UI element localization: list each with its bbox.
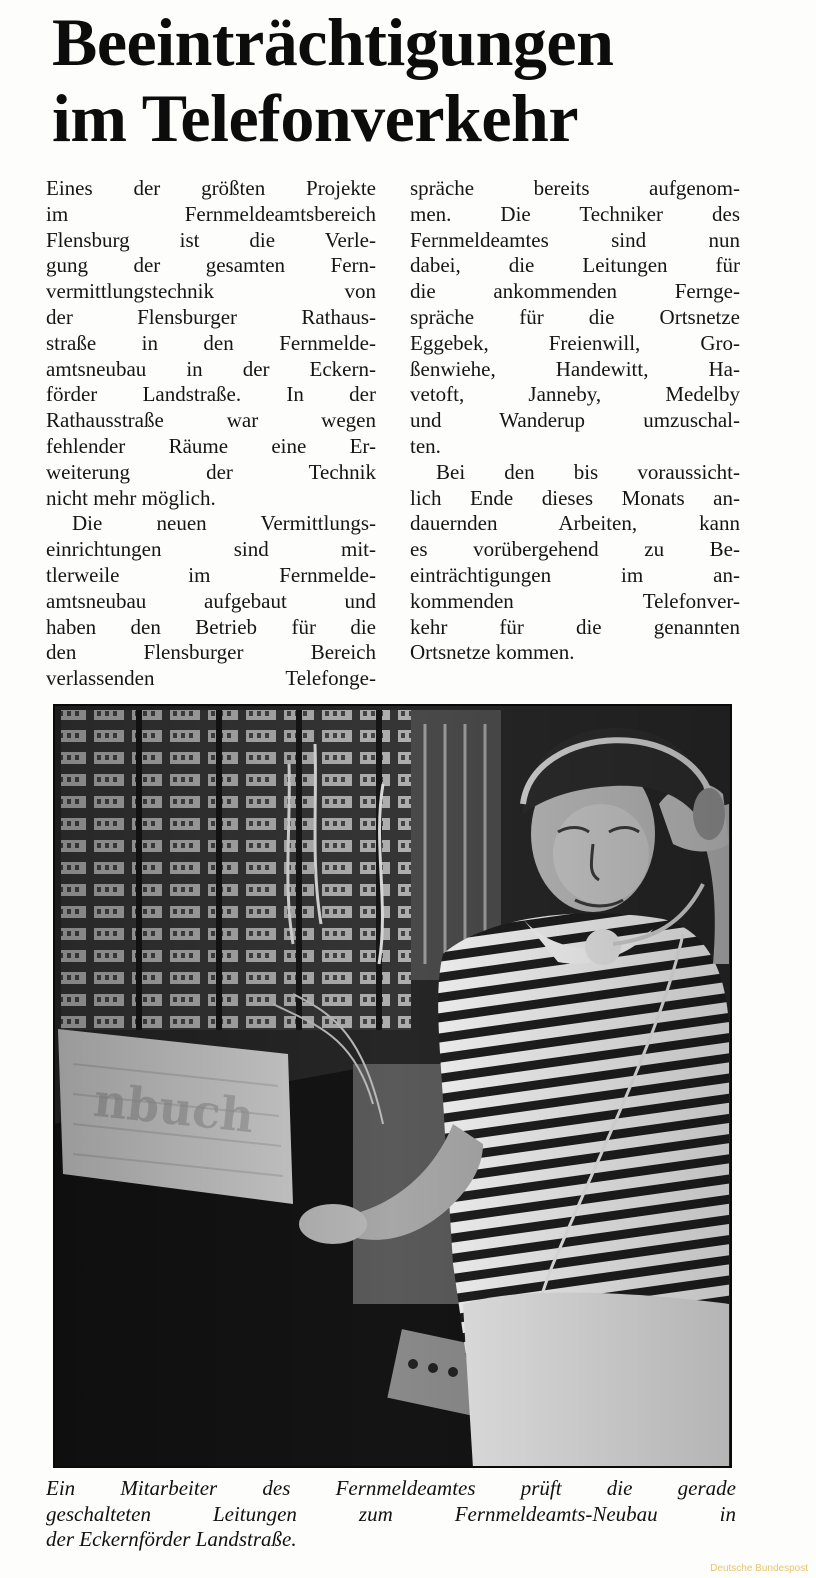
text-line: der Flensburger Rathaus- [46, 304, 376, 329]
text-line: Eines der größten Projekte [46, 176, 376, 200]
text-line: ten. [410, 433, 441, 458]
text-line: spräche bereits aufgenom- [410, 176, 740, 200]
text-line: dabei, die Leitungen für [410, 253, 740, 278]
text-line: weiterung der Technik [46, 459, 376, 484]
text-line: vermittlungstechnik von [46, 279, 376, 304]
text-line: Rathausstraße war wegen [46, 408, 376, 433]
photo-technician-switchboard [53, 704, 732, 1468]
text-line: verlassenden Telefonge- [46, 666, 376, 691]
text-line: Fernmeldeamtes sind nun [410, 227, 740, 252]
text-line: amtsneubau aufgebaut und [46, 588, 376, 613]
text-line: vetoft, Janneby, Medelby [410, 382, 740, 407]
watermark: Deutsche Bundespost [710, 1563, 808, 1574]
text-line: einträchtigungen im an- [410, 562, 740, 587]
headline [52, 4, 772, 156]
text-line: ßenwiehe, Handewitt, Ha- [410, 356, 740, 381]
text-line: und Wanderup umzuschal- [410, 408, 740, 433]
text-line: tlerweile im Fernmelde- [46, 562, 376, 587]
text-line: fehlender Räume eine Er- [46, 433, 376, 458]
text-line: haben den Betrieb für die [46, 614, 376, 639]
text-line: Flensburg ist die Verle- [46, 227, 376, 252]
text-line: gung der gesamten Fern- [46, 253, 376, 278]
headline-line: im Telefonverkehr [52, 80, 579, 156]
text-line: lich Ende dieses Monats an- [410, 485, 740, 510]
text-line: nicht mehr möglich. [46, 485, 216, 510]
text-line: es vorübergehend zu Be- [410, 537, 740, 562]
text-line: straße in den Fernmelde- [46, 330, 376, 355]
caption-line: geschalteten Leitungen zum Fernmeldeamts-Neubau in [46, 1501, 736, 1526]
text-line: Eggebek, Freienwill, Gro- [410, 330, 740, 355]
text-line: men. Die Techniker des [410, 201, 740, 226]
headline-line: Beeinträchtigungen [52, 4, 614, 80]
text-line: Ortsnetze kommen. [410, 640, 575, 665]
article-column-right [410, 176, 740, 666]
text-line: amtsneubau in der Eckern- [46, 356, 376, 381]
text-line: kehr für die genannten [410, 614, 740, 639]
text-line: Bei den bis voraussicht- [436, 459, 740, 484]
text-line: im Fernmeldeamtsbereich [46, 201, 376, 226]
text-line: den Flensburger Bereich [46, 640, 376, 665]
caption-line: Ein Mitarbeiter des Fernmeldeamtes prüft die gerade [46, 1476, 736, 1500]
text-line: dauernden Arbeiten, kann [410, 511, 740, 536]
photo-caption [46, 1476, 736, 1553]
text-line: die ankommenden Fernge- [410, 279, 740, 304]
text-line: Die neuen Vermittlungs- [72, 511, 376, 536]
text-line: einrichtungen sind mit- [46, 537, 376, 562]
caption-line: der Eckernförder Landstraße. [46, 1527, 297, 1551]
article-column-left [46, 176, 376, 692]
text-line: kommenden Telefonver- [410, 588, 740, 613]
text-line: spräche für die Ortsnetze [410, 304, 740, 329]
text-line: förder Landstraße. In der [46, 382, 376, 407]
